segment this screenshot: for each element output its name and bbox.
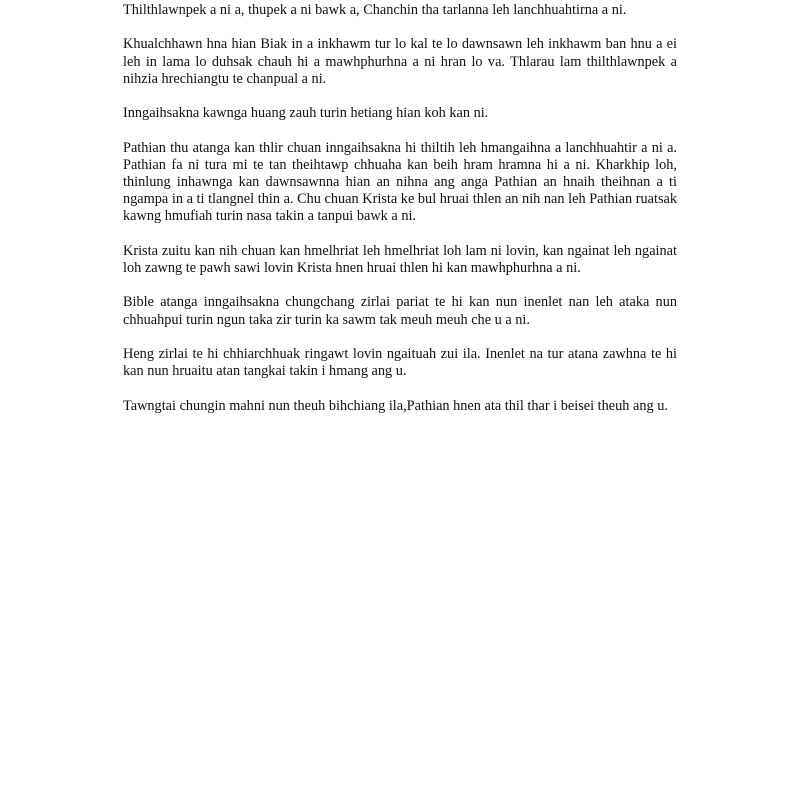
paragraph-3: Inngaihsakna kawnga huang zauh turin hetiang hian koh kan ni.	[123, 105, 489, 122]
paragraph-8: Tawngtai chungin mahni nun theuh bihchiang ila,Pathian hnen ata thil thar i beisei theuh ang u.	[123, 397, 668, 414]
paragraph-7: Heng zirlai te hi chhiarchhuak ringawt lovin ngaituah zui ila. Inenlet na tur atana zawhna te hi kan nun hruaitu atan tangkai takin i hmang ang u.	[123, 345, 677, 380]
paragraph-4: Pathian thu atanga kan thlir chuan inngaihsakna hi thiltih leh hmangaihna a lanchhuahtir a ni a. Pathian fa ni tura mi te tan theihtawp chhuaha kan beih hram hramna hi a ni. Kharkhip loh, thinlung inhawnga kan dawnsawnna hian an nihna ang anga Pathian an hnaih theihnan a ti ngampa in a ti tlangnel thin a. Chu chuan Krista ke bul hruai thlen an nih nan leh Pathian ruatsak kawng hmufiah turin nasa takin a tanpui bawk a ni.	[123, 139, 677, 225]
paragraph-6: Bible atanga inngaihsakna chungchang zirlai pariat te hi kan nun inenlet nan leh ataka nun chhuahpui turin ngun taka zir turin ka sawm tak meuh meuh che u a ni.	[123, 294, 677, 328]
paragraph-5: Krista zuitu kan nih chuan kan hmelhriat leh hmelhriat loh lam ni lovin, kan ngainat leh ngainat loh zawng te pawh sawi lovin Krista hnen hruai thlen hi kan mawhphurhna a ni.	[123, 242, 677, 276]
paragraph-2: Khualchhawn hna hian Biak in a inkhawm tur lo kal te lo dawnsawn leh inkhawm ban hnu a ei leh in lama lo duhsak chauh hi a mawhphurhna a ni hran lo va. Thlarau lam thilthlawnpek a nihzia hrechiangtu te chanpual a ni.	[123, 36, 677, 87]
body-text	[123, 2, 677, 432]
paragraph-1: Thilthlawnpek a ni a, thupek a ni bawk a, Chanchin tha tarlanna leh lanchhuahtirna a ni.	[123, 2, 627, 18]
